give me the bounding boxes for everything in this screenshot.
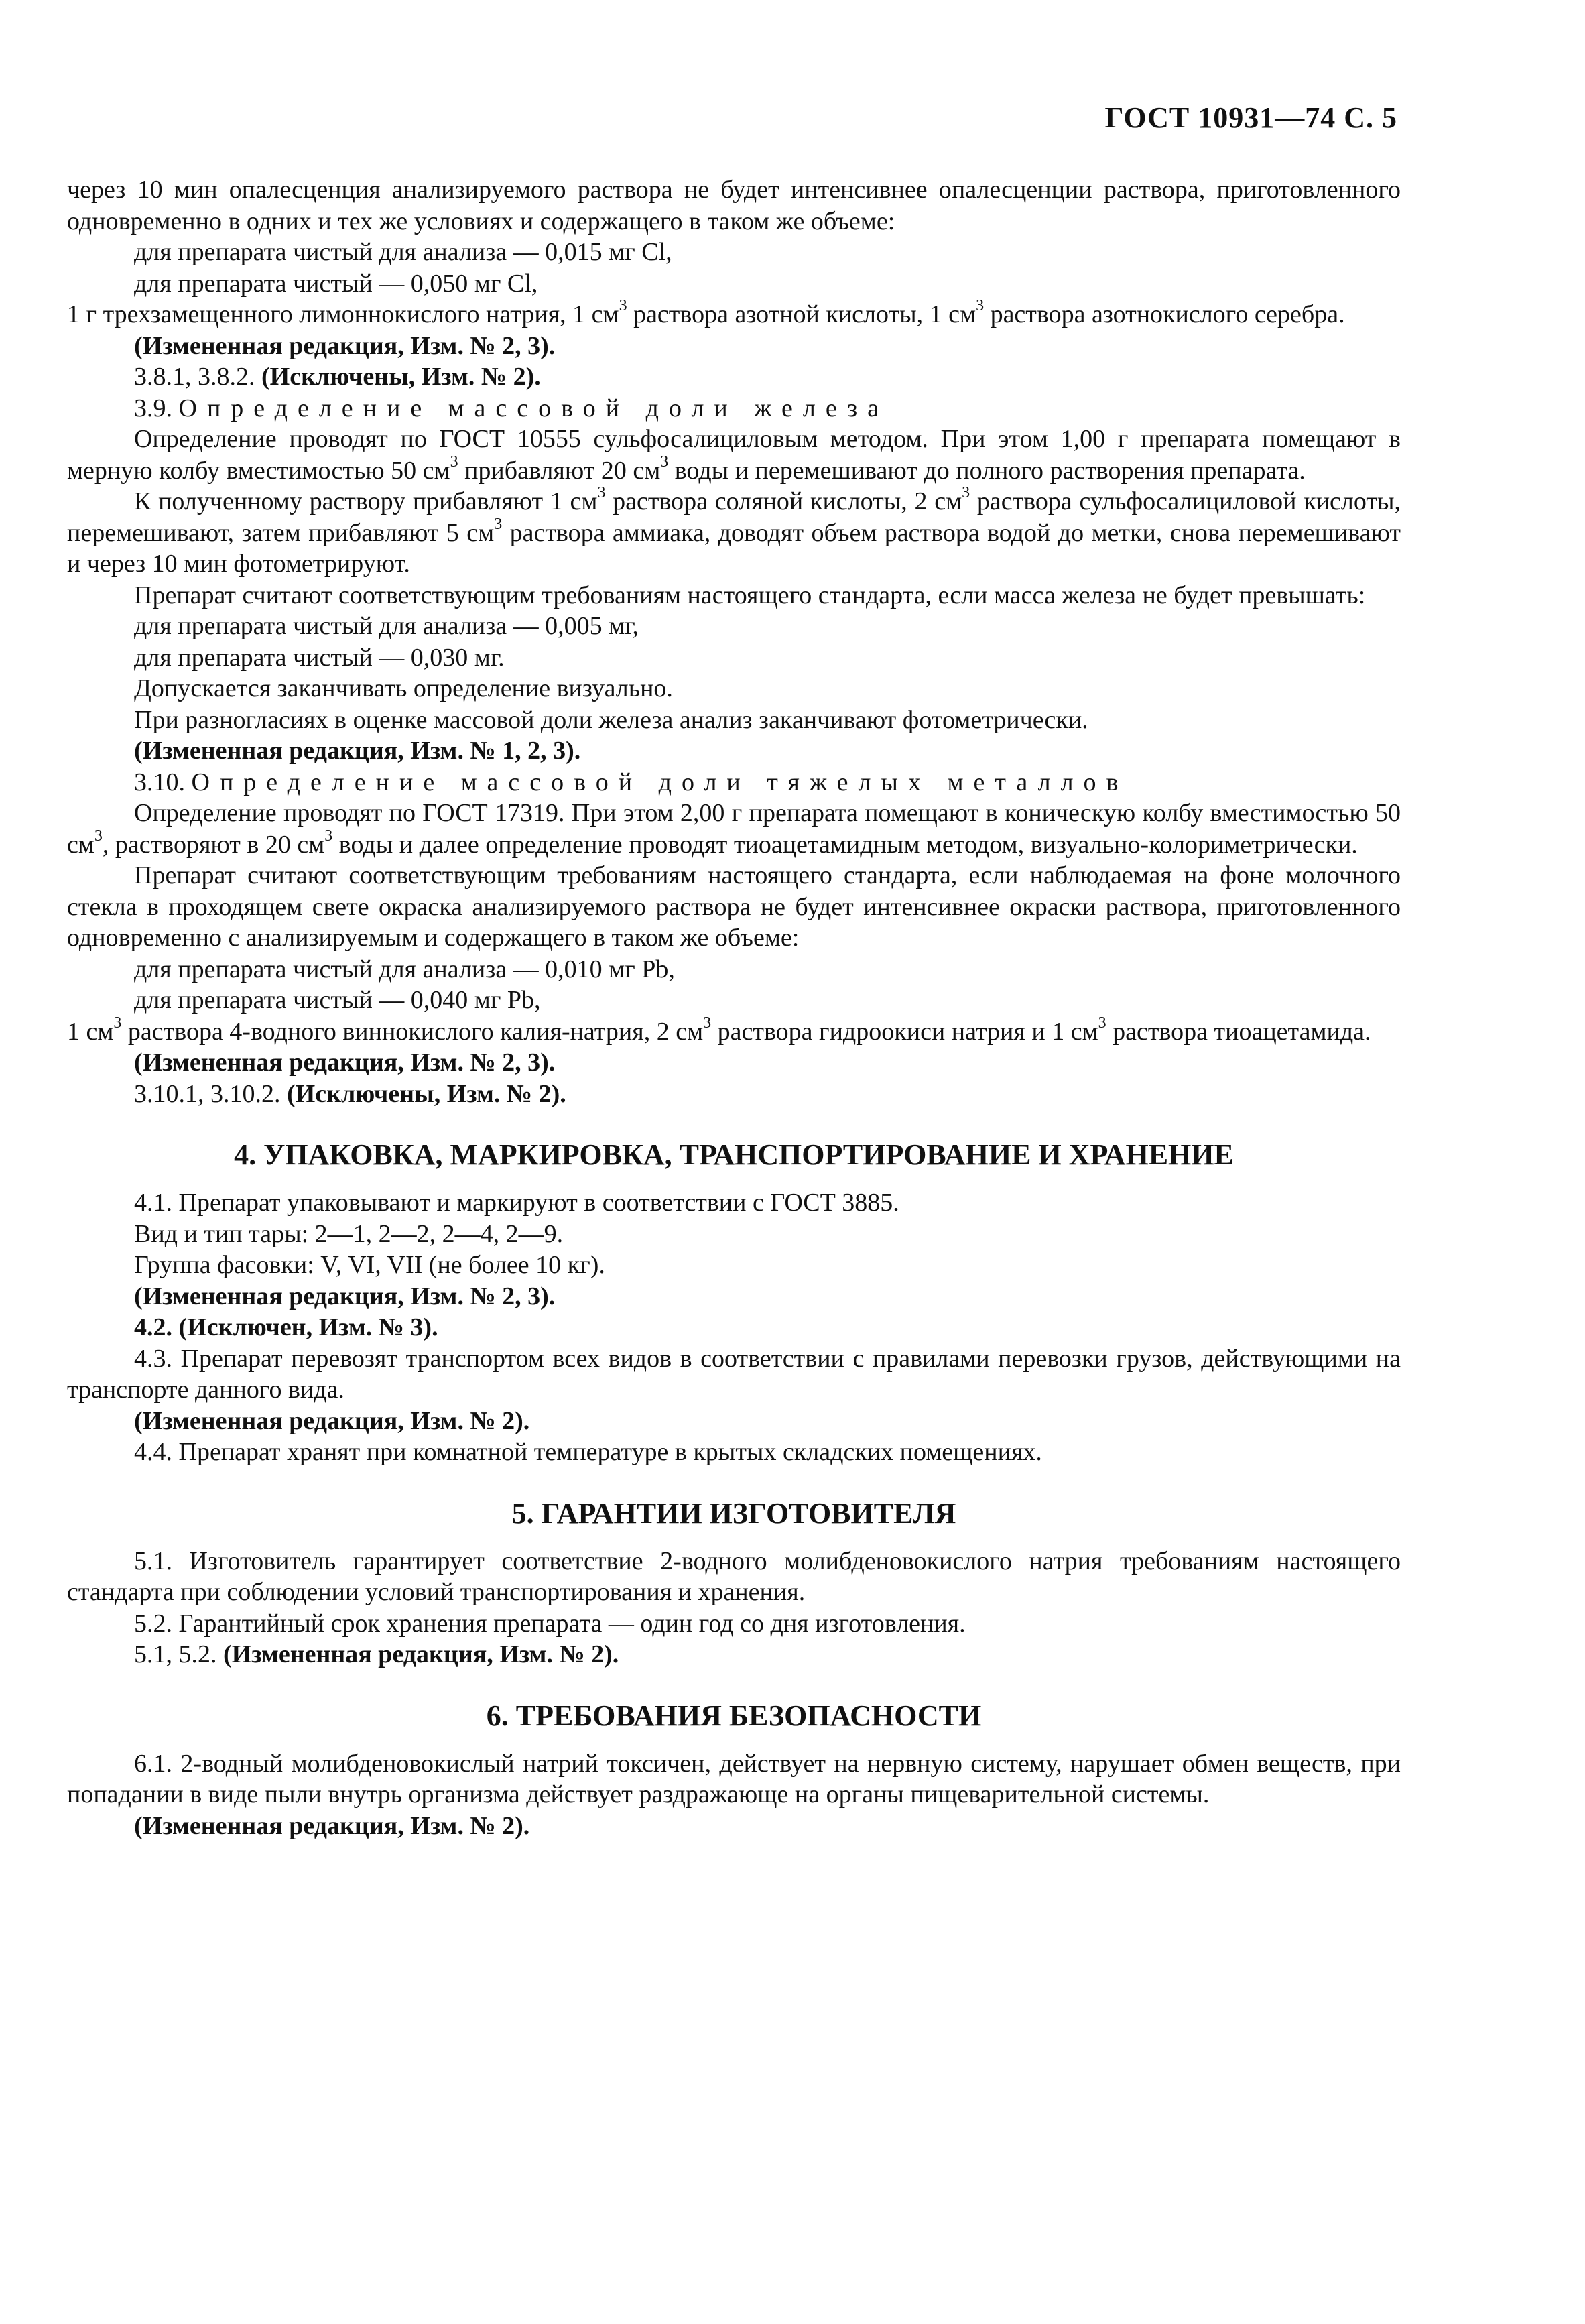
exclusion-note: (Исключены, Изм. № 2).: [261, 363, 541, 391]
superscript: 3: [660, 452, 669, 471]
clause-4-4: 4.4. Препарат хранят при комнатной температуре в крытых складских помещениях.: [134, 1438, 1042, 1466]
paragraph-opalescence: через 10 мин опалесценция анализируемого раствора не будет интенсивнее опалесценции раствора, приготовленного одновременно в одних и тех же условиях и содержащего в таком же объеме:: [67, 176, 1401, 235]
amendment-note: (Измененная редакция, Изм. № 2, 3).: [134, 1282, 556, 1310]
clause-4-2: 4.2. (Исключен, Изм. № 3).: [134, 1313, 438, 1341]
amendment-note: (Измененная редакция, Изм. № 2, 3).: [134, 331, 556, 360]
limit-lead-analysis-grade: для препарата чистый для анализа — 0,010 мг Pb,: [134, 955, 675, 983]
amendment-note: (Измененная редакция, Изм. № 1, 2, 3).: [134, 737, 581, 765]
superscript: 3: [113, 1014, 122, 1032]
superscript: 3: [494, 515, 503, 533]
paragraph-iron-method: [67, 424, 1401, 486]
clause-6-1: 6.1. 2-водный молибденовокислый натрий токсичен, действует на нервную систему, нарушает обмен веществ, при попадании в виде пыли внутрь организма действует раздражающе на органы пищеварительной системы.: [67, 1749, 1401, 1809]
paragraph-heavy-metals-method: [67, 798, 1401, 860]
superscript: 3: [619, 297, 627, 314]
text-fragment: раствора сульфосалициловой кислоты, перемешивают, затем прибавляют 5 см: [67, 487, 1401, 547]
amendment-note: (Измененная редакция, Изм. № 2, 3).: [134, 1048, 556, 1077]
clause-4-1: 4.1. Препарат упаковывают и маркируют в соответствии с ГОСТ 3885.: [134, 1188, 899, 1217]
paragraph-visual-allowed: Допускается заканчивать определение визуально.: [134, 674, 673, 702]
clause-number: 3.10.1, 3.10.2.: [134, 1079, 287, 1108]
subsection-title-iron: [67, 393, 1401, 424]
clause-number: 3.10.: [134, 768, 192, 796]
superscript: 3: [597, 484, 606, 501]
text-fragment: воды и перемешивают до полного растворения препарата.: [668, 456, 1306, 485]
text-fragment: воды и далее определение проводят тиоацетамидным методом, визуально-колориметрически.: [332, 830, 1358, 859]
superscript: 3: [324, 827, 333, 845]
subsection-title-text: Определение массовой доли железа: [178, 393, 889, 422]
superscript: 3: [962, 484, 970, 501]
page-header: ГОСТ 10931—74 С. 5: [1104, 101, 1397, 134]
text-fragment: раствора аммиака, доводят объем раствора водой до метки, снова перемешивают и через 10 мин фотометрируют.: [67, 518, 1401, 578]
paragraph-heavy-metals-criteria: Препарат считают соответствующим требованиям настоящего стандарта, если наблюдаемая на фоне молочного стекла в проходящем свете окраска анализируемого раствора не будет интенсивнее окраски раствора, приготовленного одновременно с анализируемым и содержащего в таком же объеме:: [67, 861, 1401, 952]
clause-5-2: 5.2. Гарантийный срок хранения препарата — один год со дня изготовления.: [134, 1609, 966, 1638]
text-fragment: 1 см: [67, 1017, 114, 1046]
text-fragment: Определение проводят по ГОСТ 10555 сульфосалициловым методом. При этом 1,00 г препарата помещают в мерную колбу вместимостью 50 см: [67, 425, 1401, 485]
text-fragment: прибавляют 20 см: [458, 456, 661, 485]
superscript: 3: [94, 827, 103, 845]
limit-chlorine-analysis-grade: для препарата чистый для анализа — 0,015 мг Cl,: [134, 238, 672, 266]
amendment-line: [67, 1639, 1401, 1670]
text-fragment: , растворяют в 20 см: [102, 830, 325, 859]
amendment-note: (Измененная редакция, Изм. № 2).: [134, 1811, 530, 1840]
container-types: Вид и тип тары: 2—1, 2—2, 2—4, 2—9.: [134, 1219, 564, 1248]
limit-iron-analysis-grade: для препарата чистый для анализа — 0,005 мг,: [134, 612, 639, 640]
superscript: 3: [1098, 1014, 1106, 1032]
clause-4-3: 4.3. Препарат перевозят транспортом всех видов в соответствии с правилами перевозки грузов, действующими на транспорте данного вида.: [67, 1344, 1401, 1404]
limit-chlorine-pure-grade: для препарата чистый — 0,050 мг Cl,: [134, 269, 538, 298]
text-fragment: раствора азотнокислого серебра.: [984, 300, 1345, 328]
packing-group: Группа фасовки: V, VI, VII (не более 10 кг).: [134, 1251, 605, 1279]
text-fragment: раствора тиоацетамида.: [1106, 1017, 1371, 1046]
clause-number: 3.8.1, 3.8.2.: [134, 363, 261, 391]
superscript: 3: [450, 452, 458, 471]
text-fragment: раствора соляной кислоты, 2 см: [605, 487, 962, 515]
text-fragment: 1 г трехзамещенного лимоннокислого натрия, 1 см: [67, 300, 619, 328]
text-fragment: Определение проводят по ГОСТ 17319. При этом 2,00 г препарата помещают в коническую колбу вместимостью 50 см: [67, 799, 1401, 859]
exclusion-note: (Исключены, Изм. № 2).: [287, 1079, 566, 1108]
clause-excluded: [67, 361, 1401, 393]
superscript: 3: [703, 1014, 712, 1032]
clause-number: 5.1, 5.2.: [134, 1640, 223, 1668]
clause-excluded: [67, 1079, 1401, 1110]
limit-iron-pure-grade: для препарата чистый — 0,030 мг.: [134, 643, 505, 672]
section-heading-packaging: 4. УПАКОВКА, МАРКИРОВКА, ТРАНСПОРТИРОВАНИЕ И ХРАНЕНИЕ: [234, 1138, 1234, 1171]
clause-5-1: 5.1. Изготовитель гарантирует соответствие 2-водного молибденовокислого натрия требованиям настоящего стандарта при соблюдении условий транспортирования и хранения.: [67, 1546, 1401, 1606]
paragraph-reagents-lead: [67, 1016, 1401, 1048]
clause-number: 3.9.: [134, 393, 179, 422]
text-fragment: раствора гидроокиси натрия и 1 см: [711, 1017, 1098, 1046]
text-fragment: раствора азотной кислоты, 1 см: [627, 300, 976, 328]
amendment-note: (Измененная редакция, Изм. № 2).: [223, 1640, 619, 1668]
paragraph-iron-procedure: [67, 486, 1401, 580]
subsection-title-heavy-metals: [67, 767, 1401, 798]
paragraph-reagents-chlorine: [67, 299, 1401, 330]
section-heading-safety: 6. ТРЕБОВАНИЯ БЕЗОПАСНОСТИ: [486, 1699, 982, 1732]
paragraph-disagreement: При разногласиях в оценке массовой доли железа анализ заканчивают фотометрически.: [134, 705, 1088, 734]
section-heading-warranty: 5. ГАРАНТИИ ИЗГОТОВИТЕЛЯ: [511, 1496, 956, 1530]
document-body: [67, 174, 1401, 1841]
text-fragment: раствора 4-водного виннокислого калия-натрия, 2 см: [121, 1017, 704, 1046]
text-fragment: К полученному раствору прибавляют 1 см: [134, 487, 598, 515]
paragraph-iron-criteria: Препарат считают соответствующим требованиям настоящего стандарта, если масса железа не будет превышать:: [134, 580, 1366, 609]
subsection-title-text: Определение массовой доли тяжелых металлов: [191, 768, 1129, 796]
limit-lead-pure-grade: для препарата чистый — 0,040 мг Pb,: [134, 986, 541, 1014]
superscript: 3: [976, 297, 985, 314]
amendment-note: (Измененная редакция, Изм. № 2).: [134, 1406, 530, 1435]
